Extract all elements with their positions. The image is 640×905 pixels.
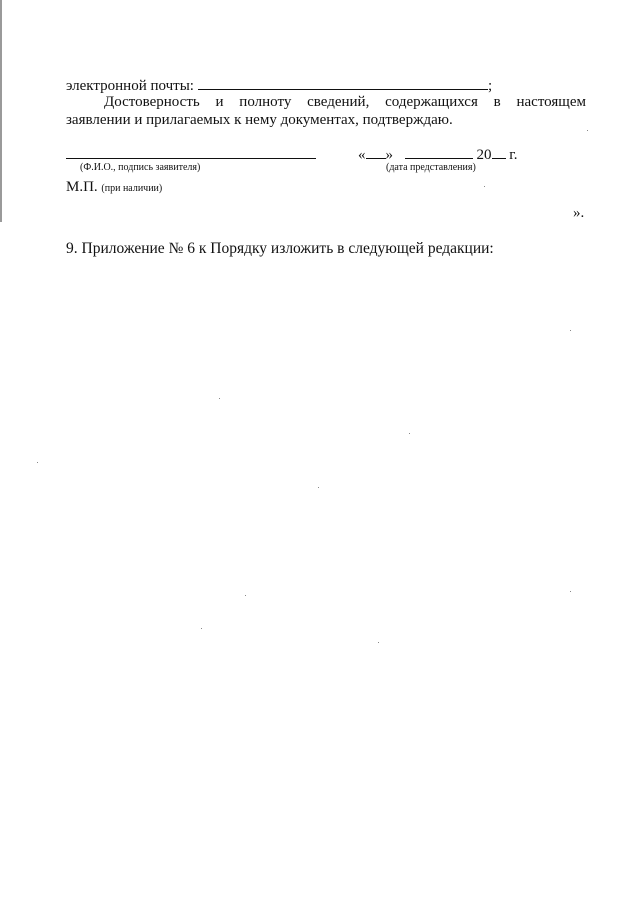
email-row	[66, 75, 492, 95]
scan-speck	[378, 642, 379, 643]
date-close-quote: »	[385, 147, 393, 163]
email-end: ;	[487, 78, 493, 94]
scan-speck	[409, 433, 410, 434]
scan-speck	[484, 186, 485, 187]
scan-speck	[570, 591, 571, 592]
year-blank	[492, 145, 506, 159]
month-blank	[405, 145, 473, 159]
item-9-heading: 9. Приложение № 6 к Порядку изложить в следующей редакции:	[66, 240, 494, 257]
signature-blank-line	[66, 158, 316, 159]
scan-speck	[37, 462, 38, 463]
date-caption: (дата представления)	[386, 162, 476, 173]
closing-quote: ».	[573, 205, 585, 221]
scan-speck	[245, 595, 246, 596]
day-blank	[366, 145, 386, 159]
scan-speck	[587, 130, 588, 131]
scan-speck	[570, 330, 571, 331]
mp-label: М.П.	[66, 179, 98, 195]
email-label: электронной почты:	[66, 78, 194, 94]
signature-caption: (Ф.И.О., подпись заявителя)	[80, 162, 201, 173]
mp-note: (при наличии)	[101, 183, 163, 194]
mp-row	[66, 178, 162, 198]
confirmation-paragraph-line2: заявлении и прилагаемых к нему документах, подтверждаю.	[66, 112, 453, 128]
scan-speck	[219, 398, 220, 399]
scan-speck	[318, 487, 319, 488]
email-blank-line	[198, 75, 488, 90]
scan-edge-line	[0, 0, 2, 222]
year-prefix: 20	[476, 147, 492, 163]
date-open-quote: «	[358, 147, 366, 163]
scan-speck	[201, 628, 202, 629]
year-suffix: г.	[505, 147, 518, 163]
confirmation-paragraph-line1: Достоверность и полноту сведений, содержащихся в настоящем	[104, 94, 586, 110]
